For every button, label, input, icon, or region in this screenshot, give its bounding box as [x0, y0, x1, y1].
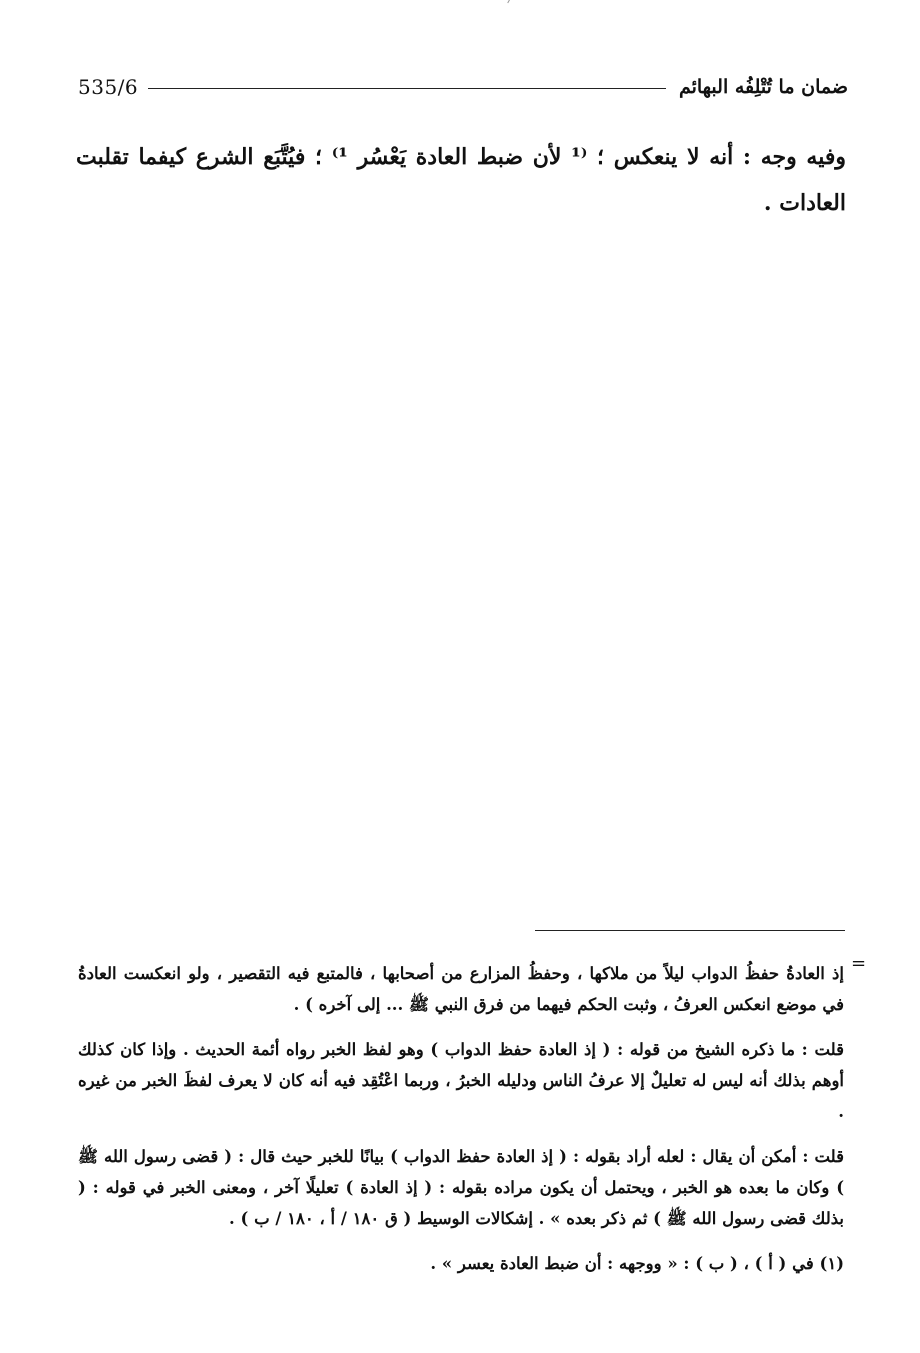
main-text	[76, 134, 846, 226]
main-paragraph: وفيه وجه : أنه لا ينعكس ؛ ⁽¹ لأن ضبط العادة يَعْسُر ¹⁾ ؛ فيُتَّبَع الشرع كيفما تقلبت العادات .	[76, 144, 846, 216]
scan-mark	[507, 0, 512, 5]
footnote-continuation-mark: =	[851, 953, 867, 974]
footnote-paragraph: قلت : أمكن أن يقال : لعله أراد بقوله : ( إذ العادة حفظ الدواب ) بيانًا للخبر حيث قال : ( قضى رسول الله ﷺ ) وكان ما بعده هو الخبر ، ويحتمل أن يكون مراده بقوله : ( إذ العادة ) تعليلًا آخر ، ومعنى الخبر في قوله : ( بذلك قضى رسول الله ﷺ ) ثم ذكر بعده » . إشكالات الوسيط ( ق ١٨٠ / أ ، ١٨٠ / ب ) .	[78, 1147, 844, 1228]
header-rule	[148, 88, 666, 89]
footnote-note-1: (١) في ( أ ) ، ( ب ) : « ووجهه : أن ضبط العادة يعسر » .	[430, 1254, 844, 1273]
footnote-paragraph: إذ العادةُ حفظُ الدواب ليلاً من ملاكها ، وحفظُ المزارع من أصحابها ، فالمتبع فيه التقصير ، ولو انعكست العادةُ في موضع انعكس العرفُ ، وثبت الحكم فيهما من فرق النبي ﷺ ... إلى آخره ) .	[78, 964, 844, 1014]
footnote-paragraph: قلت : ما ذكره الشيخ من قوله : ( إذ العادة حفظ الدواب ) وهو لفظ الخبر رواه أئمة الحديث . وإذا كان كذلك أوهم بذلك أنه ليس له تعليلٌ إلا عرفُ الناس ودليله الخبرُ ، وربما اعْتُقِد فيه أنه كان لا يعرف لفظَ الخبر من غيره .	[78, 1040, 844, 1121]
footnotes	[78, 958, 844, 1293]
footnote-separator	[535, 930, 845, 931]
running-header	[78, 74, 848, 104]
page-number: 535/6	[78, 75, 139, 99]
chapter-title: ضمان ما تُتْلِفُه البهائم	[678, 76, 848, 98]
